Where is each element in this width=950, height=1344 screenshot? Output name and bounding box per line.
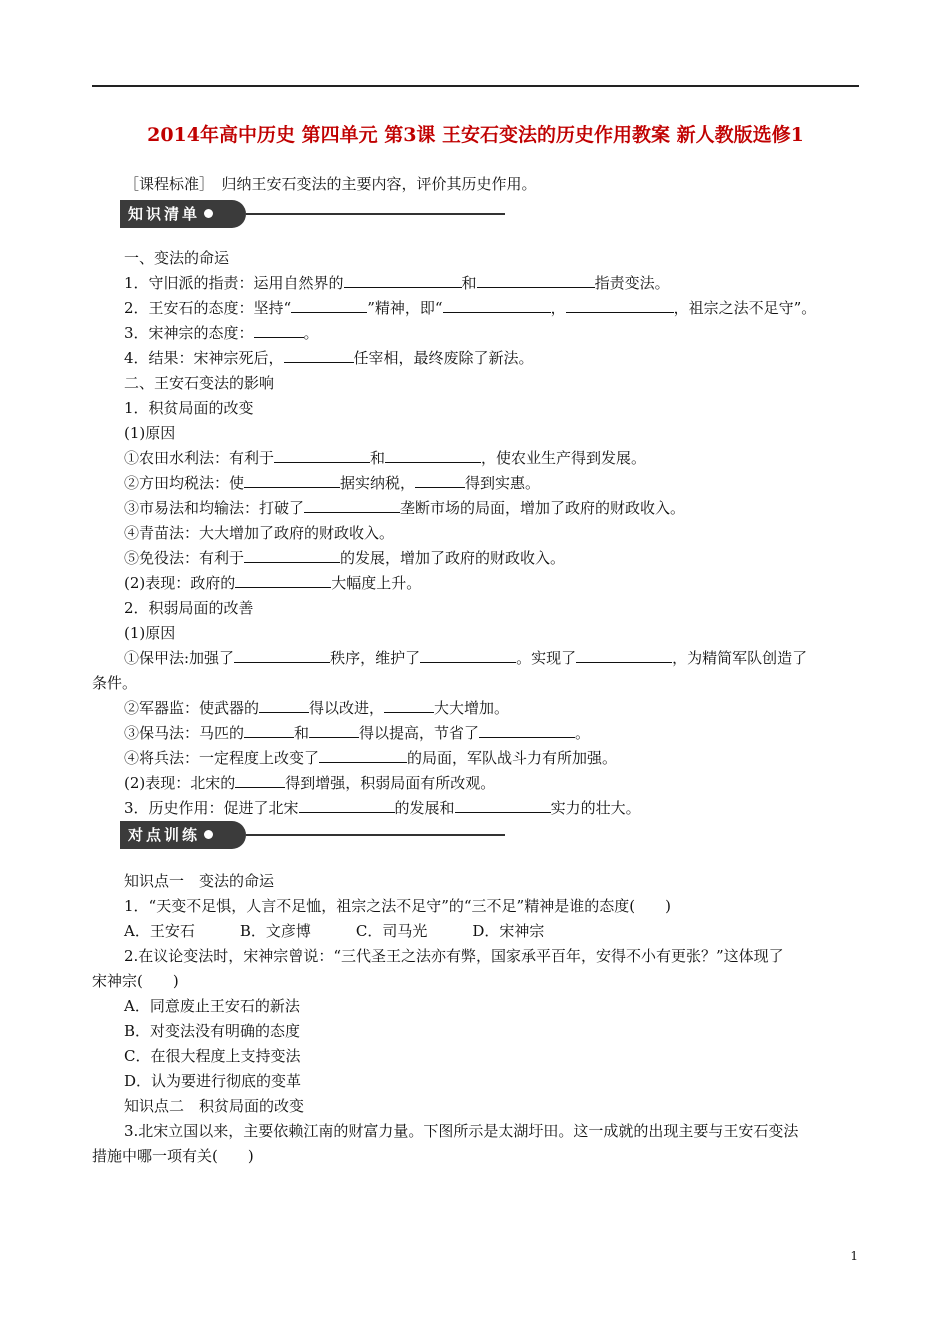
fill-item: (2)表现：北宋的 得到增强，积弱局面有所改观。 xyxy=(124,774,496,792)
question: 1．“天变不足惧，人言不足恤，祖宗之法不足守”的“三不足”精神是谁的态度( ) xyxy=(124,897,671,915)
option: B．对变法没有明确的态度 xyxy=(124,1022,301,1040)
question: 3.北宋立国以来，主要依赖江南的财富力量。下图所示是太湖圩田。这一成就的出现主要与王安石变法 xyxy=(124,1122,799,1140)
knowledge-point: 知识点二 积贫局面的改变 xyxy=(124,1097,305,1115)
question-continued: 措施中哪一项有关( ) xyxy=(92,1147,254,1165)
option: C．在很大程度上支持变法 xyxy=(124,1047,301,1065)
banner-label: 知识清单 xyxy=(128,205,201,223)
fill-item: (2)表现：政府的 大幅度上升。 xyxy=(124,574,422,592)
dot-icon xyxy=(204,830,213,839)
section-heading: 一、变法的命运 xyxy=(124,249,230,267)
page-number: 1 xyxy=(850,1249,858,1263)
course-standard: ［课程标准］ 归纳王安石变法的主要内容，评价其历史作用。 xyxy=(124,175,537,193)
question-options: A．王安石 B．文彦博 C．司马光 D．宋神宗 xyxy=(124,922,545,940)
fill-item: 3．历史作用：促进了北宋 的发展和 实力的壮大。 xyxy=(124,799,641,817)
fill-item: ②军器监：使武器的 得以改进， 大大增加。 xyxy=(124,699,510,717)
question: 2.在议论变法时，宋神宗曾说：“三代圣王之法亦有弊，国家承平百年，安得不小有更张？”这体现了 xyxy=(124,947,784,965)
banner-label: 对点训练 xyxy=(128,826,201,844)
fill-item: 2．王安石的态度：坚持“ ”精神，即“ ， ，祖宗之法不足守”。 xyxy=(124,299,817,317)
header-rule xyxy=(92,85,859,87)
list-item: ④青苗法：大大增加了政府的财政收入。 xyxy=(124,524,395,542)
fill-item: 3．宋神宗的态度： 。 xyxy=(124,324,319,342)
knowledge-point: 知识点一 变法的命运 xyxy=(124,872,275,890)
subsection-heading: 2．积弱局面的改善 xyxy=(124,599,254,617)
subsection-heading: 1．积贫局面的改变 xyxy=(124,399,254,417)
question-continued: 宋神宗( ) xyxy=(92,972,179,990)
fill-item: ①保甲法:加强了 秩序，维护了 。实现了 ，为精简军队创造了 xyxy=(124,649,808,667)
banner-knowledge-list xyxy=(120,200,505,228)
dot-icon xyxy=(204,209,213,218)
section-heading: 二、王安石变法的影响 xyxy=(124,374,275,392)
fill-item: ③市易法和均输法：打破了 垄断市场的局面，增加了政府的财政收入。 xyxy=(124,499,686,517)
fill-item: ①农田水利法：有利于 和 ，使农业生产得到发展。 xyxy=(124,449,647,467)
fill-item: 1．守旧派的指责：运用自然界的 和 指责变法。 xyxy=(124,274,670,292)
fill-item: ④将兵法：一定程度上改变了 的局面，军队战斗力有所加强。 xyxy=(124,749,618,767)
banner-practice xyxy=(120,821,505,849)
fill-item: 4．结果：宋神宗死后， 任宰相，最终废除了新法。 xyxy=(124,349,534,367)
sub-heading: (1)原因 xyxy=(124,624,176,642)
sub-heading: (1)原因 xyxy=(124,424,176,442)
fill-item: ⑤免役法：有利于 的发展，增加了政府的财政收入。 xyxy=(124,549,566,567)
fill-item: ③保马法：马匹的 和 得以提高，节省了 。 xyxy=(124,724,591,742)
option: D．认为要进行彻底的变革 xyxy=(124,1072,302,1090)
option: A．同意废止王安石的新法 xyxy=(124,997,300,1015)
page-title: 2014年高中历史 第四单元 第3课 王安石变法的历史作用教案 新人教版选修1 xyxy=(147,124,804,146)
list-item-continued: 条件。 xyxy=(92,674,138,692)
fill-item: ②方田均税法：使 据实纳税， 得到实惠。 xyxy=(124,474,541,492)
